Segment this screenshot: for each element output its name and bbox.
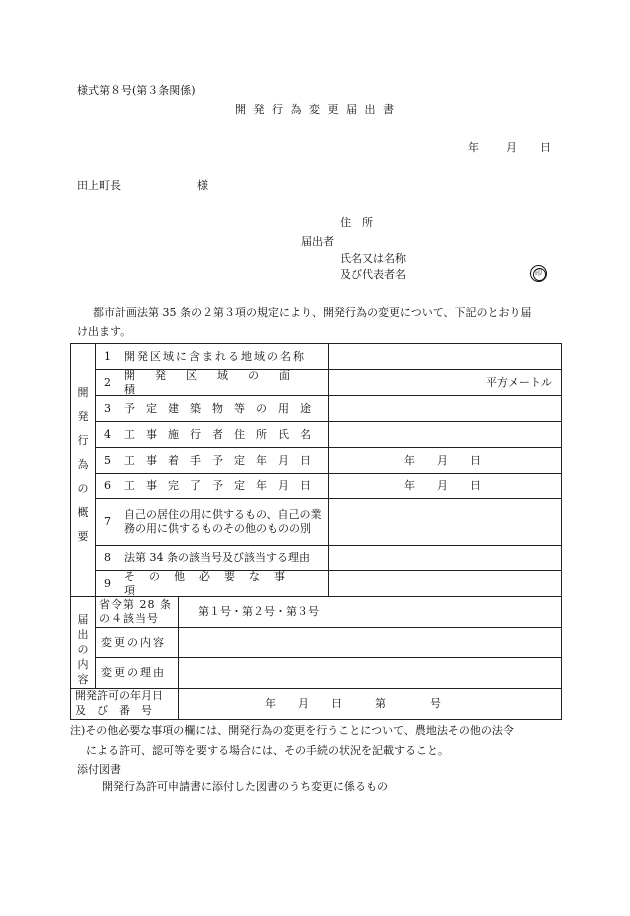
row-2-no: 2 — [104, 375, 111, 389]
page-title: 開 発 行 為 変 更 届 出 書 — [235, 103, 396, 116]
row-6-label: 工事完了予定年月日 — [124, 479, 322, 492]
attachment-title: 添付図書 — [77, 763, 121, 776]
ordinance-label: 省令第 28 条の４該当号 — [99, 598, 172, 625]
row-4-no: 4 — [104, 427, 111, 441]
row-4-label: 工事施行者住所氏名 — [124, 427, 322, 441]
intro-line-1: 都市計画法第 35 条の２第３項の規定により、開発行為の変更について、下記のとおり届 — [93, 306, 532, 319]
intro-line-2: け出ます。 — [77, 325, 132, 338]
row-5-label: 工事着手予定年月日 — [124, 453, 322, 467]
notification-group-label: 届出の内容 — [77, 613, 89, 686]
change-content-label: 変更の内容 — [101, 635, 166, 649]
row-2-value[interactable]: 平方メートル — [486, 375, 552, 389]
address-label: 住 所 — [340, 216, 373, 229]
row-8-no: 8 — [104, 551, 111, 564]
representative-label: 及び代表者名 — [340, 268, 406, 281]
note-line-1: 注)その他必要な事項の欄には、開発行為の変更を行うことについて、農地法その他の法令 — [70, 724, 514, 737]
row-7-no: 7 — [104, 515, 111, 528]
row-3-no: 3 — [104, 401, 111, 415]
row-8-label: 法第 34 条の該当号及び該当する理由 — [124, 551, 310, 564]
row-2-label: 開発区域の面積 — [124, 368, 310, 396]
row-6-value[interactable]: 年 月 日 — [404, 479, 481, 492]
row-6-no: 6 — [104, 479, 111, 492]
change-reason-label: 変更の理由 — [101, 666, 166, 679]
seal-mark — [530, 265, 547, 282]
row-3-label: 予定建築物等の用途 — [124, 401, 322, 415]
seal-glyph: 印 — [535, 269, 542, 277]
row-1-no: 1 — [104, 349, 111, 363]
form-number: 様式第８号(第３条関係) — [77, 84, 196, 97]
permit-value[interactable]: 年 月 日 第 号 — [265, 697, 441, 710]
row-9-no: 9 — [104, 576, 111, 590]
row-7-label: 自己の居住の用に供するもの、自己の業務の用に供するものその他のものの別 — [124, 508, 322, 535]
date-year-label: 年 — [468, 141, 479, 154]
attachment-body: 開発行為許可申請書に添付した図書のうち変更に係るもの — [102, 780, 388, 793]
row-5-no: 5 — [104, 453, 111, 467]
ordinance-value[interactable]: 第１号・第２号・第３号 — [198, 605, 319, 618]
row-5-value[interactable]: 年 月 日 — [404, 453, 481, 467]
date-day-label: 日 — [540, 141, 551, 154]
permit-label-line-2: 及 び 番 号 — [75, 704, 152, 717]
overview-group-label: 開発行為の概要 — [77, 386, 89, 543]
date-month-label: 月 — [506, 141, 517, 154]
permit-label-line-1: 開発許可の年月日 — [75, 689, 163, 702]
note-line-2: による許可、認可等を要する場合には、その手続の状況を記載すること。 — [86, 744, 449, 757]
row-9-label: その他必要な事項 — [124, 569, 299, 597]
row-1-label: 開発区域に含まれる地域の名称 — [124, 349, 306, 363]
addressee: 田上町長 — [77, 179, 121, 192]
name-label: 氏名又は名称 — [340, 252, 406, 265]
applicant-role-label: 届出者 — [301, 235, 334, 248]
addressee-suffix: 様 — [197, 179, 208, 192]
